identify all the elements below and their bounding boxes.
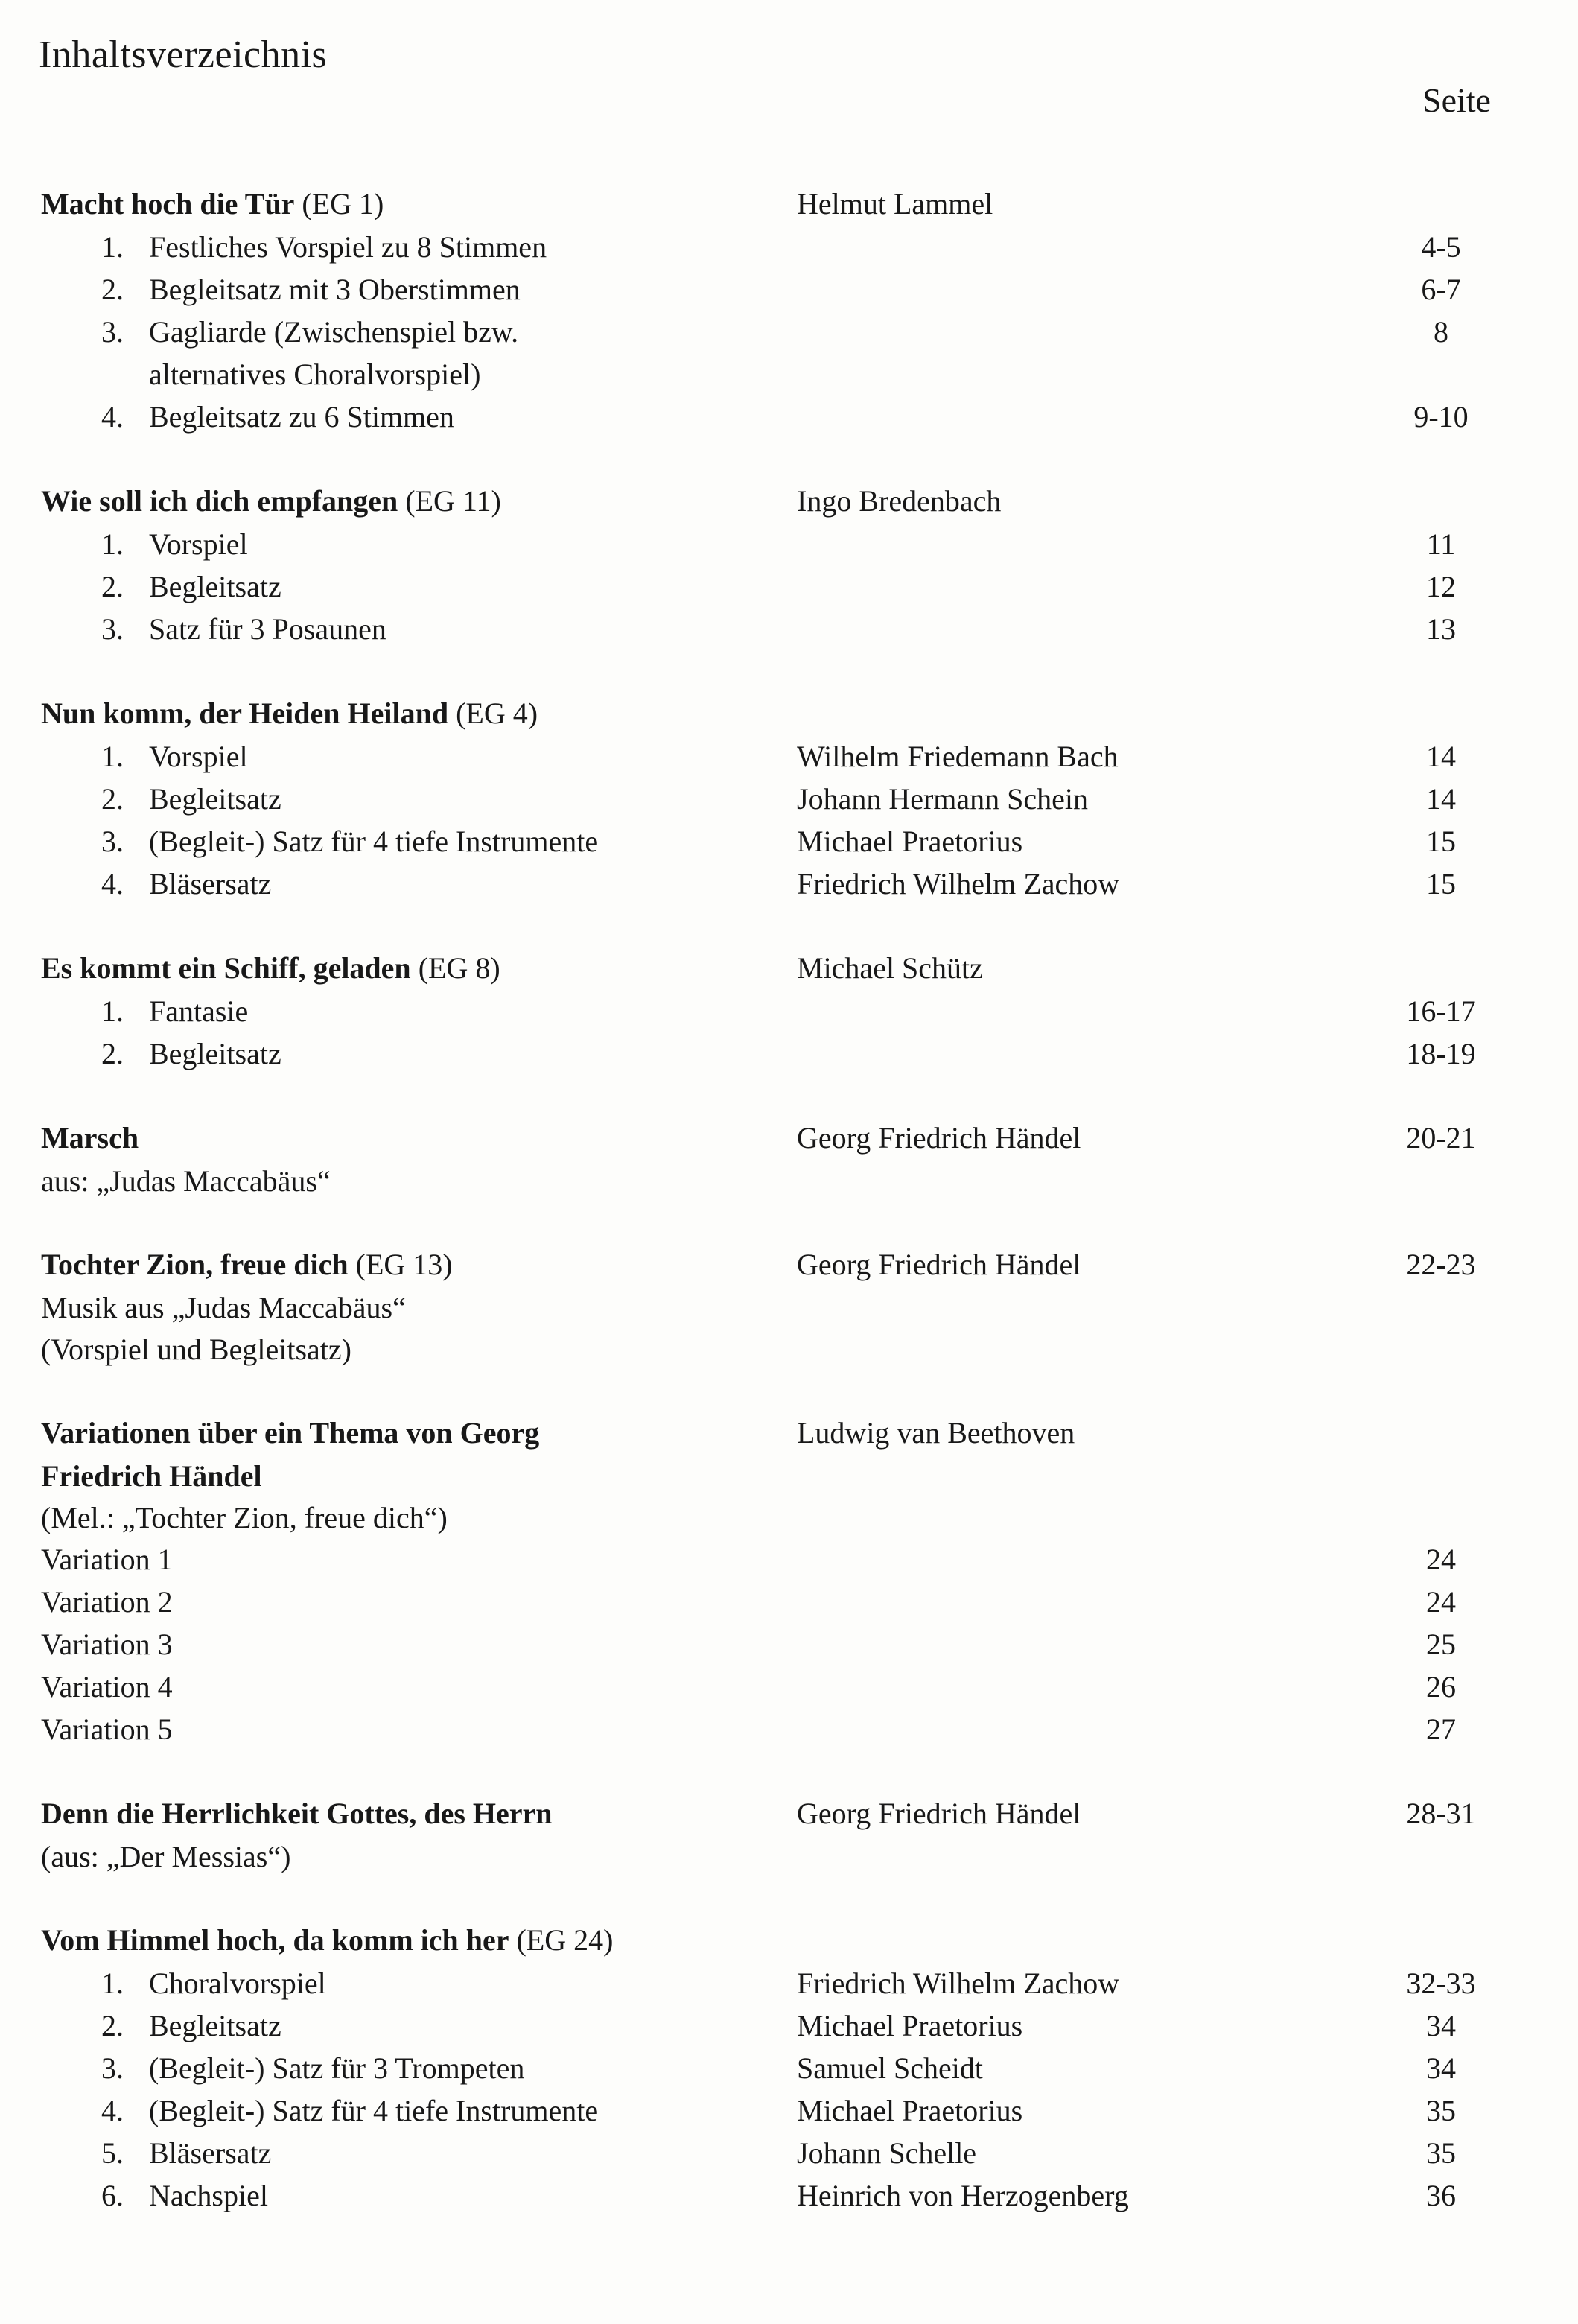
toc-entry [0, 1120, 1578, 1205]
table-row [0, 1247, 1578, 1290]
table-row [0, 1839, 1578, 1881]
page-title: Inhaltsverzeichnis [39, 34, 328, 76]
entry-page: 22-23 [1406, 1248, 1476, 1281]
item-number: 3. [101, 612, 124, 646]
item-label[interactable]: Begleitsatz zu 6 Stimmen [149, 400, 454, 434]
toc-entry [0, 696, 1578, 909]
variation-page: 24 [1426, 1543, 1456, 1576]
table-row [0, 1627, 1578, 1669]
item-number: 1. [101, 740, 124, 773]
table-row [0, 781, 1578, 824]
item-page: 8 [1434, 315, 1448, 349]
item-number: 2. [101, 782, 124, 816]
spacer [0, 1374, 1578, 1415]
variation-label[interactable]: Variation 4 [41, 1670, 173, 1704]
item-label[interactable]: Vorspiel [149, 527, 248, 561]
table-row [0, 950, 1578, 994]
item-page: 34 [1426, 2009, 1456, 2042]
table-row [0, 739, 1578, 781]
item-page: 32-33 [1406, 1966, 1476, 2000]
item-number: 4. [101, 400, 124, 434]
entry-subtitle: (Vorspiel und Begleitsatz) [41, 1333, 351, 1366]
toc-entry [0, 1923, 1578, 2220]
table-row [0, 1669, 1578, 1712]
spacer [0, 1205, 1578, 1247]
entry-title-reference: (EG 24) [509, 1923, 614, 1957]
item-label[interactable]: Fantasie [149, 994, 249, 1028]
spacer [0, 1881, 1578, 1923]
item-label[interactable]: (Begleit-) Satz für 3 Trompeten [149, 2051, 525, 2085]
item-label[interactable]: Begleitsatz [149, 2009, 281, 2042]
table-row [0, 1036, 1578, 1079]
item-label[interactable]: Gagliarde (Zwischenspiel bzw. [149, 315, 519, 349]
entry-composer: Georg Friedrich Händel [797, 1121, 1081, 1155]
spacer [0, 1079, 1578, 1120]
item-number: 1. [101, 994, 124, 1028]
item-composer: Heinrich von Herzogenberg [797, 2179, 1129, 2212]
entry-composer: Ingo Bredenbach [797, 484, 1002, 518]
item-page: 36 [1426, 2179, 1456, 2212]
table-of-contents [0, 186, 1578, 2220]
item-composer: Johann Hermann Schein [797, 782, 1089, 816]
table-row [0, 696, 1578, 739]
item-label[interactable]: Nachspiel [149, 2179, 268, 2212]
item-label[interactable]: Begleitsatz [149, 570, 281, 603]
entry-subtitle: (Mel.: „Tochter Zion, freue dich“) [41, 1501, 448, 1534]
table-row [0, 1332, 1578, 1374]
item-label[interactable]: Begleitsatz [149, 782, 281, 816]
item-page: 15 [1426, 867, 1456, 901]
entry-page: 28-31 [1406, 1797, 1476, 1830]
item-label[interactable]: (Begleit-) Satz für 4 tiefe Instrumente [149, 2094, 599, 2127]
item-label[interactable]: Bläsersatz [149, 867, 272, 901]
item-page: 9-10 [1413, 400, 1469, 434]
table-row [0, 2008, 1578, 2051]
entry-title[interactable]: Nun komm, der Heiden Heiland (EG 4) [41, 696, 538, 730]
item-page: 14 [1426, 740, 1456, 773]
item-composer: Friedrich Wilhelm Zachow [797, 1966, 1120, 2000]
item-number: 3. [101, 2051, 124, 2085]
item-page: 11 [1426, 527, 1456, 561]
item-page: 15 [1426, 825, 1456, 858]
table-row [0, 272, 1578, 314]
entry-composer: Helmut Lammel [797, 187, 993, 220]
table-row [0, 483, 1578, 527]
item-page: 34 [1426, 2051, 1456, 2085]
item-page: 16-17 [1406, 994, 1476, 1028]
table-row [0, 824, 1578, 866]
item-number: 1. [101, 230, 124, 264]
variation-page: 24 [1426, 1585, 1456, 1619]
table-row [0, 527, 1578, 569]
toc-entry [0, 1415, 1578, 1754]
item-number: 4. [101, 867, 124, 901]
entry-title-reference: (EG 4) [448, 696, 538, 730]
table-row [0, 186, 1578, 229]
item-number: 3. [101, 825, 124, 858]
item-composer: Michael Praetorius [797, 2009, 1023, 2042]
entry-title[interactable]: Macht hoch die Tür (EG 1) [41, 187, 384, 220]
page-column-header: Seite [1422, 81, 1491, 119]
table-row [0, 1542, 1578, 1584]
item-number: 1. [101, 527, 124, 561]
item-number: 5. [101, 2136, 124, 2170]
toc-entry [0, 1796, 1578, 1881]
table-row [0, 1458, 1578, 1500]
variation-label[interactable]: Variation 1 [41, 1543, 173, 1576]
item-label[interactable]: Satz für 3 Posaunen [149, 612, 386, 646]
table-row [0, 866, 1578, 909]
entry-title-reference: (EG 11) [398, 484, 501, 518]
entry-title[interactable]: Es kommt ein Schiff, geladen (EG 8) [41, 951, 500, 985]
variation-label[interactable]: Variation 2 [41, 1585, 173, 1619]
table-row [0, 612, 1578, 654]
item-page: 13 [1426, 612, 1456, 646]
item-label[interactable]: Festliches Vorspiel zu 8 Stimmen [149, 230, 547, 264]
item-page: 18-19 [1406, 1037, 1476, 1070]
entry-composer: Michael Schütz [797, 951, 983, 985]
entry-title[interactable]: Variationen über ein Thema von Georg [41, 1416, 540, 1450]
item-composer: Michael Praetorius [797, 2094, 1023, 2127]
table-row [0, 2093, 1578, 2136]
table-row [0, 1923, 1578, 1966]
item-page: 35 [1426, 2094, 1456, 2127]
entry-page: 20-21 [1406, 1121, 1476, 1155]
item-number: 1. [101, 1966, 124, 2000]
toc-entry [0, 186, 1578, 442]
table-row [0, 1712, 1578, 1754]
table-row [0, 2178, 1578, 2220]
table-row [0, 1415, 1578, 1458]
toc-entry [0, 950, 1578, 1079]
table-row [0, 569, 1578, 612]
entry-composer: Georg Friedrich Händel [797, 1797, 1081, 1830]
entry-title-reference: (EG 13) [348, 1248, 453, 1281]
table-row [0, 1966, 1578, 2008]
item-number: 4. [101, 2094, 124, 2127]
variation-page: 26 [1426, 1670, 1456, 1704]
item-page: 14 [1426, 782, 1456, 816]
entry-title-reference: (EG 1) [294, 187, 384, 220]
item-label[interactable]: (Begleit-) Satz für 4 tiefe Instrumente [149, 825, 599, 858]
entry-subtitle: aus: „Judas Maccabäus“ [41, 1164, 331, 1198]
entry-title-reference: (EG 8) [410, 951, 500, 985]
entry-title[interactable]: Vom Himmel hoch, da komm ich her (EG 24) [41, 1923, 614, 1957]
table-row [0, 314, 1578, 357]
item-page: 12 [1426, 570, 1456, 603]
entry-composer: Georg Friedrich Händel [797, 1248, 1081, 1281]
spacer [0, 442, 1578, 483]
item-label[interactable]: Bläsersatz [149, 2136, 272, 2170]
item-composer: Johann Schelle [797, 2136, 977, 2170]
item-label[interactable]: Begleitsatz [149, 1037, 281, 1070]
item-page: 6-7 [1421, 273, 1461, 306]
entry-subtitle: Musik aus „Judas Maccabäus“ [41, 1291, 406, 1324]
item-label[interactable]: Begleitsatz mit 3 Oberstimmen [149, 273, 521, 306]
spacer [0, 1754, 1578, 1796]
entry-title[interactable]: Tochter Zion, freue dich (EG 13) [41, 1248, 453, 1281]
table-row [0, 399, 1578, 442]
table-row [0, 1163, 1578, 1205]
entry-title-line2: Friedrich Händel [41, 1459, 262, 1493]
item-composer: Samuel Scheidt [797, 2051, 983, 2085]
item-label[interactable]: alternatives Choralvorspiel) [149, 358, 481, 391]
table-row [0, 994, 1578, 1036]
entry-title[interactable]: Wie soll ich dich empfangen (EG 11) [41, 484, 501, 518]
toc-entry [0, 1247, 1578, 1374]
table-row [0, 1290, 1578, 1332]
item-label[interactable]: Choralvorspiel [149, 1966, 326, 2000]
item-label[interactable]: Vorspiel [149, 740, 248, 773]
entry-title[interactable]: Marsch [41, 1121, 139, 1155]
item-page: 4-5 [1421, 230, 1461, 264]
item-composer: Michael Praetorius [797, 825, 1023, 858]
item-composer: Wilhelm Friedemann Bach [797, 740, 1119, 773]
table-row [0, 357, 1578, 399]
item-number: 3. [101, 315, 124, 349]
item-number: 6. [101, 2179, 124, 2212]
item-page: 35 [1426, 2136, 1456, 2170]
spacer [0, 654, 1578, 696]
item-number: 2. [101, 273, 124, 306]
variation-page: 25 [1426, 1628, 1456, 1661]
entry-composer: Ludwig van Beethoven [797, 1416, 1075, 1450]
variation-label[interactable]: Variation 5 [41, 1712, 173, 1746]
table-row [0, 229, 1578, 272]
spacer [0, 909, 1578, 950]
item-number: 2. [101, 2009, 124, 2042]
table-row [0, 1120, 1578, 1163]
table-row [0, 1796, 1578, 1839]
item-composer: Friedrich Wilhelm Zachow [797, 867, 1120, 901]
table-row [0, 2136, 1578, 2178]
entry-subtitle: (aus: „Der Messias“) [41, 1840, 291, 1873]
toc-entry [0, 483, 1578, 654]
item-number: 2. [101, 570, 124, 603]
entry-title[interactable]: Denn die Herrlichkeit Gottes, des Herrn [41, 1797, 553, 1830]
item-number: 2. [101, 1037, 124, 1070]
table-row [0, 1584, 1578, 1627]
variation-page: 27 [1426, 1712, 1456, 1746]
table-row [0, 2051, 1578, 2093]
table-row [0, 1500, 1578, 1542]
variation-label[interactable]: Variation 3 [41, 1628, 173, 1661]
